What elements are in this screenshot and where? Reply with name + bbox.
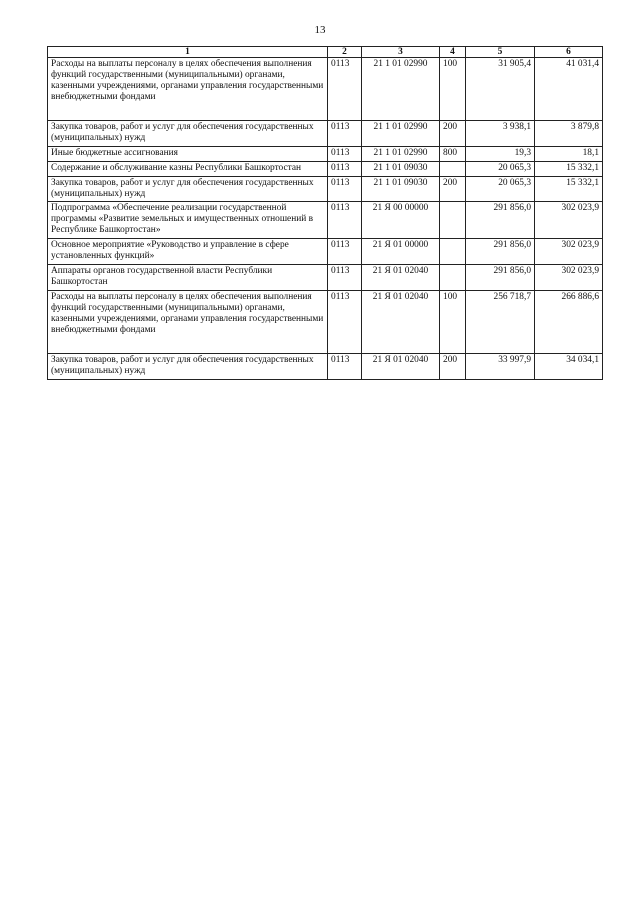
amount-col5-cell: 20 065,3 xyxy=(466,176,535,202)
target-article-cell: 21 1 01 02990 xyxy=(362,146,440,161)
expense-name-cell: Расходы на выплаты персоналу в целях обеспечения выполнения функций государственными (муниципальными) органами, казенными учреждениями, органами управления государственными внебюджетными фондами xyxy=(48,290,328,353)
amount-col5-cell: 31 905,4 xyxy=(466,58,535,121)
section-code-cell: 0113 xyxy=(328,121,362,147)
target-article-cell: 21 1 01 09030 xyxy=(362,176,440,202)
expense-type-cell: 100 xyxy=(440,290,466,353)
column-header-5: 5 xyxy=(466,47,535,58)
section-code-cell: 0113 xyxy=(328,239,362,265)
expense-type-cell: 200 xyxy=(440,176,466,202)
table-row xyxy=(48,161,603,176)
table-row xyxy=(48,146,603,161)
expense-type-cell xyxy=(440,202,466,239)
budget-table xyxy=(47,46,603,380)
section-code-cell: 0113 xyxy=(328,176,362,202)
expense-type-cell: 200 xyxy=(440,353,466,379)
amount-col5-cell: 256 718,7 xyxy=(466,290,535,353)
expense-name-cell: Закупка товаров, работ и услуг для обеспечения государственных (муниципальных) нужд xyxy=(48,121,328,147)
target-article-cell: 21 Я 00 00000 xyxy=(362,202,440,239)
amount-col5-cell: 33 997,9 xyxy=(466,353,535,379)
target-article-cell: 21 1 01 02990 xyxy=(362,58,440,121)
column-header-1: 1 xyxy=(48,47,328,58)
expense-type-cell: 200 xyxy=(440,121,466,147)
section-code-cell: 0113 xyxy=(328,353,362,379)
amount-col5-cell: 3 938,1 xyxy=(466,121,535,147)
target-article-cell: 21 Я 01 02040 xyxy=(362,264,440,290)
amount-col6-cell: 34 034,1 xyxy=(535,353,603,379)
table-header-row xyxy=(48,47,603,58)
expense-type-cell: 800 xyxy=(440,146,466,161)
target-article-cell: 21 Я 01 02040 xyxy=(362,353,440,379)
amount-col6-cell: 15 332,1 xyxy=(535,161,603,176)
table-row xyxy=(48,290,603,353)
page-number: 13 xyxy=(314,24,326,36)
table-row xyxy=(48,58,603,121)
expense-name-cell: Аппараты органов государственной власти Республики Башкортостан xyxy=(48,264,328,290)
section-code-cell: 0113 xyxy=(328,58,362,121)
expense-name-cell: Подпрограмма «Обеспечение реализации государственной программы «Развитие земельных и имущественных отношений в Республике Башкортостан» xyxy=(48,202,328,239)
target-article-cell: 21 1 01 09030 xyxy=(362,161,440,176)
table-row xyxy=(48,202,603,239)
expense-name-cell: Содержание и обслуживание казны Республики Башкортостан xyxy=(48,161,328,176)
amount-col6-cell: 41 031,4 xyxy=(535,58,603,121)
expense-type-cell xyxy=(440,264,466,290)
expense-name-cell: Расходы на выплаты персоналу в целях обеспечения выполнения функций государственными (муниципальными) органами, казенными учреждениями, органами управления государственными внебюджетными фондами xyxy=(48,58,328,121)
section-code-cell: 0113 xyxy=(328,290,362,353)
column-header-6: 6 xyxy=(535,47,603,58)
amount-col6-cell: 302 023,9 xyxy=(535,239,603,265)
amount-col5-cell: 291 856,0 xyxy=(466,264,535,290)
column-header-2: 2 xyxy=(328,47,362,58)
amount-col6-cell: 302 023,9 xyxy=(535,202,603,239)
expense-type-cell: 100 xyxy=(440,58,466,121)
table-row xyxy=(48,353,603,379)
target-article-cell: 21 Я 01 00000 xyxy=(362,239,440,265)
table-row xyxy=(48,176,603,202)
section-code-cell: 0113 xyxy=(328,146,362,161)
target-article-cell: 21 1 01 02990 xyxy=(362,121,440,147)
amount-col5-cell: 19,3 xyxy=(466,146,535,161)
amount-col5-cell: 291 856,0 xyxy=(466,202,535,239)
expense-name-cell: Основное мероприятие «Руководство и управление в сфере установленных функций» xyxy=(48,239,328,265)
amount-col5-cell: 20 065,3 xyxy=(466,161,535,176)
column-header-3: 3 xyxy=(362,47,440,58)
amount-col6-cell: 266 886,6 xyxy=(535,290,603,353)
amount-col6-cell: 18,1 xyxy=(535,146,603,161)
table-row xyxy=(48,121,603,147)
expense-name-cell: Иные бюджетные ассигнования xyxy=(48,146,328,161)
expense-name-cell: Закупка товаров, работ и услуг для обеспечения государственных (муниципальных) нужд xyxy=(48,176,328,202)
amount-col6-cell: 3 879,8 xyxy=(535,121,603,147)
amount-col5-cell: 291 856,0 xyxy=(466,239,535,265)
section-code-cell: 0113 xyxy=(328,202,362,239)
amount-col6-cell: 302 023,9 xyxy=(535,264,603,290)
column-header-4: 4 xyxy=(440,47,466,58)
section-code-cell: 0113 xyxy=(328,161,362,176)
target-article-cell: 21 Я 01 02040 xyxy=(362,290,440,353)
expense-type-cell xyxy=(440,239,466,265)
section-code-cell: 0113 xyxy=(328,264,362,290)
amount-col6-cell: 15 332,1 xyxy=(535,176,603,202)
table-row xyxy=(48,239,603,265)
table-row xyxy=(48,264,603,290)
expense-name-cell: Закупка товаров, работ и услуг для обеспечения государственных (муниципальных) нужд xyxy=(48,353,328,379)
expense-type-cell xyxy=(440,161,466,176)
